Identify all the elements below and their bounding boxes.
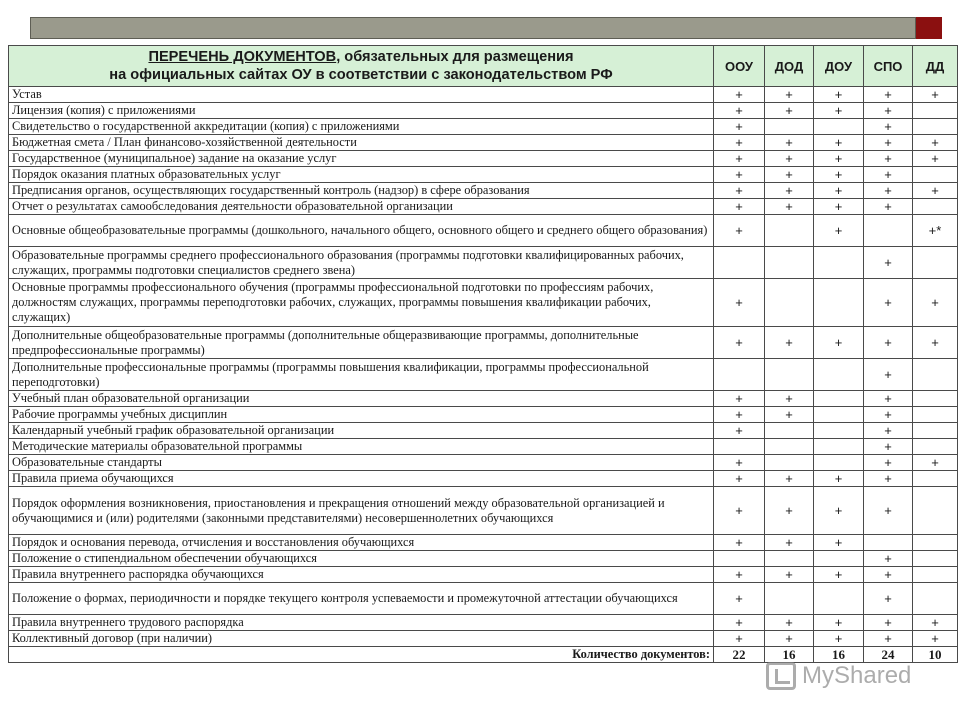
- requirement-mark: +: [714, 327, 765, 359]
- requirement-mark: +: [864, 487, 913, 535]
- table-row: [9, 551, 958, 567]
- total-dod: 16: [765, 647, 814, 663]
- requirement-mark: [913, 551, 958, 567]
- table-row: [9, 215, 958, 247]
- table-row: [9, 439, 958, 455]
- requirement-mark: +: [864, 119, 913, 135]
- requirement-mark: +: [864, 135, 913, 151]
- requirement-mark: [913, 471, 958, 487]
- requirement-mark: +: [913, 327, 958, 359]
- document-name: Бюджетная смета / План финансово-хозяйственной деятельности: [9, 135, 714, 151]
- requirement-mark: [913, 487, 958, 535]
- table-row: [9, 631, 958, 647]
- requirement-mark: +: [714, 215, 765, 247]
- requirement-mark: [913, 119, 958, 135]
- requirement-mark: [765, 359, 814, 391]
- requirement-mark: +: [714, 199, 765, 215]
- requirement-mark: [814, 583, 864, 615]
- document-name: Основные общеобразовательные программы (дошкольного, начального общего, основного общего и среднего общего образования): [9, 215, 714, 247]
- requirement-mark: +: [714, 279, 765, 327]
- requirement-mark: [913, 407, 958, 423]
- document-name: Образовательные программы среднего профессионального образования (программы подготовки квалифицированных рабочих, служащих, программы подготовки специалистов среднего звена): [9, 247, 714, 279]
- requirement-mark: +: [814, 215, 864, 247]
- requirement-mark: [814, 407, 864, 423]
- document-name: Дополнительные общеобразовательные программы (дополнительные общеразвивающие программы, дополнительные предпрофессиональные программы): [9, 327, 714, 359]
- requirement-mark: +: [765, 407, 814, 423]
- requirement-mark: +: [864, 183, 913, 199]
- table-row: [9, 583, 958, 615]
- requirement-mark: +: [765, 567, 814, 583]
- document-name: Лицензия (копия) с приложениями: [9, 103, 714, 119]
- requirement-mark: +: [814, 487, 864, 535]
- requirement-mark: +: [765, 535, 814, 551]
- document-name: Календарный учебный график образовательной организации: [9, 423, 714, 439]
- requirement-mark: [913, 439, 958, 455]
- requirement-mark: [765, 583, 814, 615]
- table-row: [9, 359, 958, 391]
- requirement-mark: [814, 119, 864, 135]
- document-name: Положение о формах, периодичности и порядке текущего контроля успеваемости и промежуточной аттестации обучающихся: [9, 583, 714, 615]
- table-row: [9, 87, 958, 103]
- requirement-mark: [913, 423, 958, 439]
- requirement-mark: [913, 103, 958, 119]
- requirement-mark: [814, 423, 864, 439]
- requirement-mark: +: [864, 151, 913, 167]
- document-name: Учебный план образовательной организации: [9, 391, 714, 407]
- table-row: [9, 407, 958, 423]
- presentation-icon: [766, 662, 796, 690]
- requirement-mark: [814, 279, 864, 327]
- requirement-mark: +: [864, 455, 913, 471]
- requirement-mark: +: [714, 567, 765, 583]
- title-rest: , обязательных для размещения: [336, 49, 574, 65]
- requirement-mark: +: [864, 439, 913, 455]
- table-row: [9, 455, 958, 471]
- document-name: Положение о стипендиальном обеспечении обучающихся: [9, 551, 714, 567]
- requirement-mark: +: [765, 87, 814, 103]
- watermark: [766, 656, 936, 696]
- requirement-mark: [765, 215, 814, 247]
- requirement-mark: +: [714, 631, 765, 647]
- requirement-mark: +: [814, 471, 864, 487]
- column-header-dod: ДОД: [765, 46, 814, 87]
- requirement-mark: [765, 439, 814, 455]
- requirement-mark: +: [864, 279, 913, 327]
- document-name: Порядок оформления возникновения, приостановления и прекращения отношений между образовательной организацией и обучающимися и (или) родителями (законными представителями) несовершеннолетних обучающихся: [9, 487, 714, 535]
- requirement-mark: [913, 359, 958, 391]
- requirement-mark: +: [814, 327, 864, 359]
- document-name: Правила внутреннего распорядка обучающихся: [9, 567, 714, 583]
- title-strong: ПЕРЕЧЕНЬ ДОКУМЕНТОВ: [148, 49, 337, 65]
- requirement-mark: +: [765, 327, 814, 359]
- document-name: Устав: [9, 87, 714, 103]
- requirement-mark: +: [814, 103, 864, 119]
- requirement-mark: +: [814, 151, 864, 167]
- table-row: [9, 471, 958, 487]
- requirement-mark: [913, 567, 958, 583]
- requirement-mark: +: [714, 87, 765, 103]
- requirement-mark: +: [864, 199, 913, 215]
- total-spo: 24: [864, 647, 913, 663]
- requirement-mark: [814, 359, 864, 391]
- requirement-mark: +: [714, 183, 765, 199]
- document-name: Основные программы профессионального обучения (программы профессиональной подготовки по профессиям рабочих, должностям служащих, программы переподготовки рабочих, служащих, программы повышения квалификации рабочих, служащих): [9, 279, 714, 327]
- documents-table: [8, 45, 958, 663]
- table-row: [9, 279, 958, 327]
- document-name: Государственное (муниципальное) задание на оказание услуг: [9, 151, 714, 167]
- requirement-mark: [814, 439, 864, 455]
- requirement-mark: +: [814, 199, 864, 215]
- document-name: Свидетельство о государственной аккредитации (копия) с приложениями: [9, 119, 714, 135]
- requirement-mark: +: [864, 471, 913, 487]
- requirement-mark: +: [814, 135, 864, 151]
- requirement-mark: [814, 391, 864, 407]
- total-dou: 16: [814, 647, 864, 663]
- requirement-mark: +: [913, 631, 958, 647]
- requirement-mark: +: [913, 183, 958, 199]
- watermark-text: MyShared: [802, 662, 912, 689]
- document-name: Образовательные стандарты: [9, 455, 714, 471]
- requirement-mark: +: [765, 103, 814, 119]
- table-row: [9, 199, 958, 215]
- document-name: Методические материалы образовательной программы: [9, 439, 714, 455]
- document-name: Рабочие программы учебных дисциплин: [9, 407, 714, 423]
- requirement-mark: [714, 551, 765, 567]
- requirement-mark: +: [714, 167, 765, 183]
- title-bar-accent: [916, 17, 942, 39]
- document-name: Предписания органов, осуществляющих государственный контроль (надзор) в сфере образования: [9, 183, 714, 199]
- requirement-mark: +: [714, 407, 765, 423]
- requirement-mark: [814, 551, 864, 567]
- requirement-mark: +: [864, 103, 913, 119]
- requirement-mark: +: [765, 167, 814, 183]
- document-name: Правила приема обучающихся: [9, 471, 714, 487]
- requirement-mark: +: [864, 551, 913, 567]
- totals-label: Количество документов:: [9, 647, 714, 663]
- requirement-mark: [864, 535, 913, 551]
- requirement-mark: +: [864, 359, 913, 391]
- requirement-mark: [864, 215, 913, 247]
- table-row: [9, 487, 958, 535]
- requirement-mark: +: [765, 199, 814, 215]
- requirement-mark: +: [714, 471, 765, 487]
- table-title: [9, 46, 714, 87]
- table-body: [9, 87, 958, 647]
- requirement-mark: [913, 199, 958, 215]
- requirement-mark: +: [913, 455, 958, 471]
- requirement-mark: +: [765, 151, 814, 167]
- requirement-mark: +: [714, 119, 765, 135]
- document-name: Порядок оказания платных образовательных услуг: [9, 167, 714, 183]
- requirement-mark: +: [864, 327, 913, 359]
- title-line2: на официальных сайтах ОУ в соответствии с законодательством РФ: [109, 67, 613, 83]
- requirement-mark: +: [913, 87, 958, 103]
- table-row: [9, 183, 958, 199]
- requirement-mark: +: [864, 407, 913, 423]
- requirement-mark: +: [913, 151, 958, 167]
- total-dd: 10: [913, 647, 958, 663]
- document-name: Отчет о результатах самообследования деятельности образовательной организации: [9, 199, 714, 215]
- document-name: Правила внутреннего трудового распорядка: [9, 615, 714, 631]
- document-name: Коллективный договор (при наличии): [9, 631, 714, 647]
- requirement-mark: [765, 551, 814, 567]
- table-row: [9, 119, 958, 135]
- title-bar-decoration: [30, 17, 916, 39]
- table-row: [9, 327, 958, 359]
- requirement-mark: +: [864, 247, 913, 279]
- requirement-mark: [765, 455, 814, 471]
- document-name: Дополнительные профессиональные программы (программы повышения квалификации, программы профессиональной переподготовки): [9, 359, 714, 391]
- requirement-mark: +: [765, 631, 814, 647]
- table-row: [9, 103, 958, 119]
- requirement-mark: +: [714, 487, 765, 535]
- table-header-row: [9, 46, 958, 87]
- requirement-mark: [913, 583, 958, 615]
- requirement-mark: +: [714, 423, 765, 439]
- requirement-mark: +: [864, 167, 913, 183]
- table-row: [9, 423, 958, 439]
- total-oou: 22: [714, 647, 765, 663]
- requirement-mark: [765, 119, 814, 135]
- requirement-mark: +*: [913, 215, 958, 247]
- requirement-mark: +: [814, 535, 864, 551]
- requirement-mark: +: [765, 615, 814, 631]
- table-row: [9, 535, 958, 551]
- column-header-oou: ООУ: [714, 46, 765, 87]
- requirement-mark: +: [765, 391, 814, 407]
- requirement-mark: [714, 439, 765, 455]
- requirement-mark: +: [814, 167, 864, 183]
- requirement-mark: +: [714, 615, 765, 631]
- requirement-mark: +: [765, 471, 814, 487]
- requirement-mark: +: [864, 583, 913, 615]
- requirement-mark: +: [814, 567, 864, 583]
- requirement-mark: +: [864, 567, 913, 583]
- requirement-mark: +: [864, 391, 913, 407]
- requirement-mark: +: [913, 135, 958, 151]
- requirement-mark: +: [864, 631, 913, 647]
- requirement-mark: +: [714, 103, 765, 119]
- requirement-mark: +: [814, 631, 864, 647]
- requirement-mark: [913, 247, 958, 279]
- requirement-mark: +: [714, 391, 765, 407]
- requirement-mark: [714, 247, 765, 279]
- table-row: [9, 151, 958, 167]
- requirement-mark: +: [814, 183, 864, 199]
- table-row: [9, 391, 958, 407]
- requirement-mark: +: [913, 279, 958, 327]
- table-row: [9, 567, 958, 583]
- requirement-mark: +: [765, 487, 814, 535]
- requirement-mark: +: [765, 135, 814, 151]
- requirement-mark: [714, 359, 765, 391]
- requirement-mark: +: [714, 455, 765, 471]
- requirement-mark: [814, 247, 864, 279]
- column-header-dou: ДОУ: [814, 46, 864, 87]
- table-row: [9, 247, 958, 279]
- requirement-mark: +: [864, 615, 913, 631]
- requirement-mark: [913, 391, 958, 407]
- requirement-mark: +: [765, 183, 814, 199]
- table-row: [9, 167, 958, 183]
- requirement-mark: +: [714, 535, 765, 551]
- requirement-mark: +: [714, 583, 765, 615]
- requirement-mark: [913, 167, 958, 183]
- requirement-mark: [913, 535, 958, 551]
- requirement-mark: +: [814, 615, 864, 631]
- table-row: [9, 615, 958, 631]
- column-header-spo: СПО: [864, 46, 913, 87]
- document-name: Порядок и основания перевода, отчисления и восстановления обучающихся: [9, 535, 714, 551]
- requirement-mark: [765, 423, 814, 439]
- table-row: [9, 135, 958, 151]
- requirement-mark: +: [864, 87, 913, 103]
- requirement-mark: [814, 455, 864, 471]
- requirement-mark: +: [714, 135, 765, 151]
- requirement-mark: +: [714, 151, 765, 167]
- requirement-mark: [765, 247, 814, 279]
- requirement-mark: +: [814, 87, 864, 103]
- requirement-mark: [765, 279, 814, 327]
- column-header-dd: ДД: [913, 46, 958, 87]
- requirement-mark: +: [913, 615, 958, 631]
- requirement-mark: +: [864, 423, 913, 439]
